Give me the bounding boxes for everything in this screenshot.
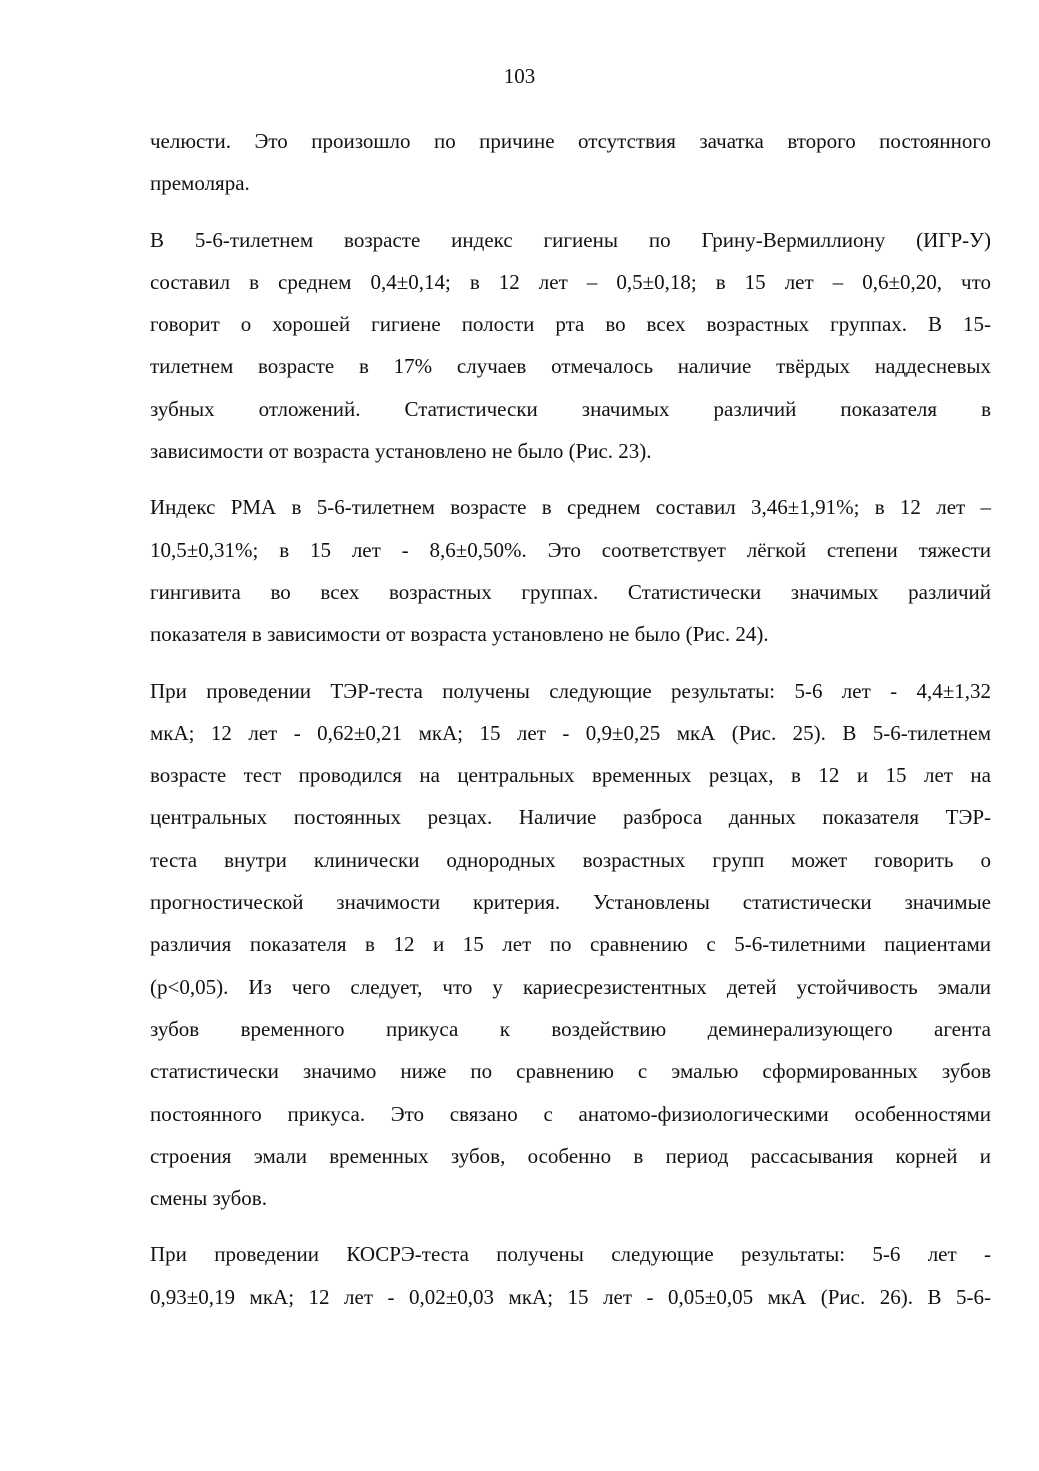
text-line: прогностической значимости критерия. Установлены статистически значимые	[150, 890, 991, 915]
text-line: 0,93±0,19 мкА; 12 лет - 0,02±0,03 мкА; 15 лет - 0,05±0,05 мкА (Рис. 26). В 5-6-	[150, 1284, 991, 1309]
text-line: (p<0,05). Из чего следует, что у кариесрезистентных детей устойчивость эмали	[150, 974, 991, 999]
text-line: зубов временного прикуса к воздействию деминерализующего агента	[150, 1016, 991, 1041]
text-line: составил в среднем 0,4±0,14; в 12 лет – 0,5±0,18; в 15 лет – 0,6±0,20, что	[150, 269, 991, 294]
text-line: строения эмали временных зубов, особенно в период рассасывания корней и	[150, 1143, 991, 1168]
paragraph-2	[150, 219, 991, 473]
text-line: смены зубов.	[150, 1186, 267, 1211]
text-line: зависимости от возраста установлено не было (Рис. 23).	[150, 439, 652, 464]
paragraph-1	[150, 120, 991, 205]
text-line: Индекс РМА в 5-6-тилетнем возрасте в среднем составил 3,46±1,91%; в 12 лет –	[150, 495, 991, 520]
paragraph-4	[150, 670, 991, 1220]
paragraph-5	[150, 1233, 991, 1318]
text-line: При проведении КОСРЭ-теста получены следующие результаты: 5-6 лет -	[150, 1242, 991, 1267]
text-line: зубных отложений. Статистически значимых различий показателя в	[150, 396, 991, 421]
body-text	[150, 120, 991, 1332]
text-line: тилетнем возрасте в 17% случаев отмечалось наличие твёрдых наддесневых	[150, 354, 991, 379]
text-line: челюсти. Это произошло по причине отсутствия зачатка второго постоянного	[150, 129, 991, 153]
text-line: возрасте тест проводился на центральных временных резцах, в 12 и 15 лет на	[150, 763, 991, 788]
text-line: мкА; 12 лет - 0,62±0,21 мкА; 15 лет - 0,9±0,25 мкА (Рис. 25). В 5-6-тилетнем	[150, 720, 991, 745]
text-line: В 5-6-тилетнем возрасте индекс гигиены по Грину-Вермиллиону (ИГР-У)	[150, 227, 991, 252]
text-line: премоляра.	[150, 171, 250, 196]
text-line: статистически значимо ниже по сравнению с эмалью сформированных зубов	[150, 1059, 991, 1084]
text-line: показателя в зависимости от возраста установлено не было (Рис. 24).	[150, 622, 769, 647]
text-line: говорит о хорошей гигиене полости рта во всех возрастных группах. В 15-	[150, 312, 991, 337]
text-line: При проведении ТЭР-теста получены следующие результаты: 5-6 лет - 4,4±1,32	[150, 678, 991, 703]
paragraph-3	[150, 486, 991, 655]
text-line: 10,5±0,31%; в 15 лет - 8,6±0,50%. Это соответствует лёгкой степени тяжести	[150, 537, 991, 562]
text-line: постоянного прикуса. Это связано с анатомо-физиологическими особенностями	[150, 1101, 991, 1126]
text-line: теста внутри клинически однородных возрастных групп может говорить о	[150, 847, 991, 872]
text-line: гингивита во всех возрастных группах. Статистически значимых различий	[150, 579, 991, 604]
page-number: 103	[503, 64, 536, 88]
text-line: различия показателя в 12 и 15 лет по сравнению с 5-6-тилетними пациентами	[150, 932, 991, 957]
text-line: центральных постоянных резцах. Наличие разброса данных показателя ТЭР-	[150, 805, 991, 830]
